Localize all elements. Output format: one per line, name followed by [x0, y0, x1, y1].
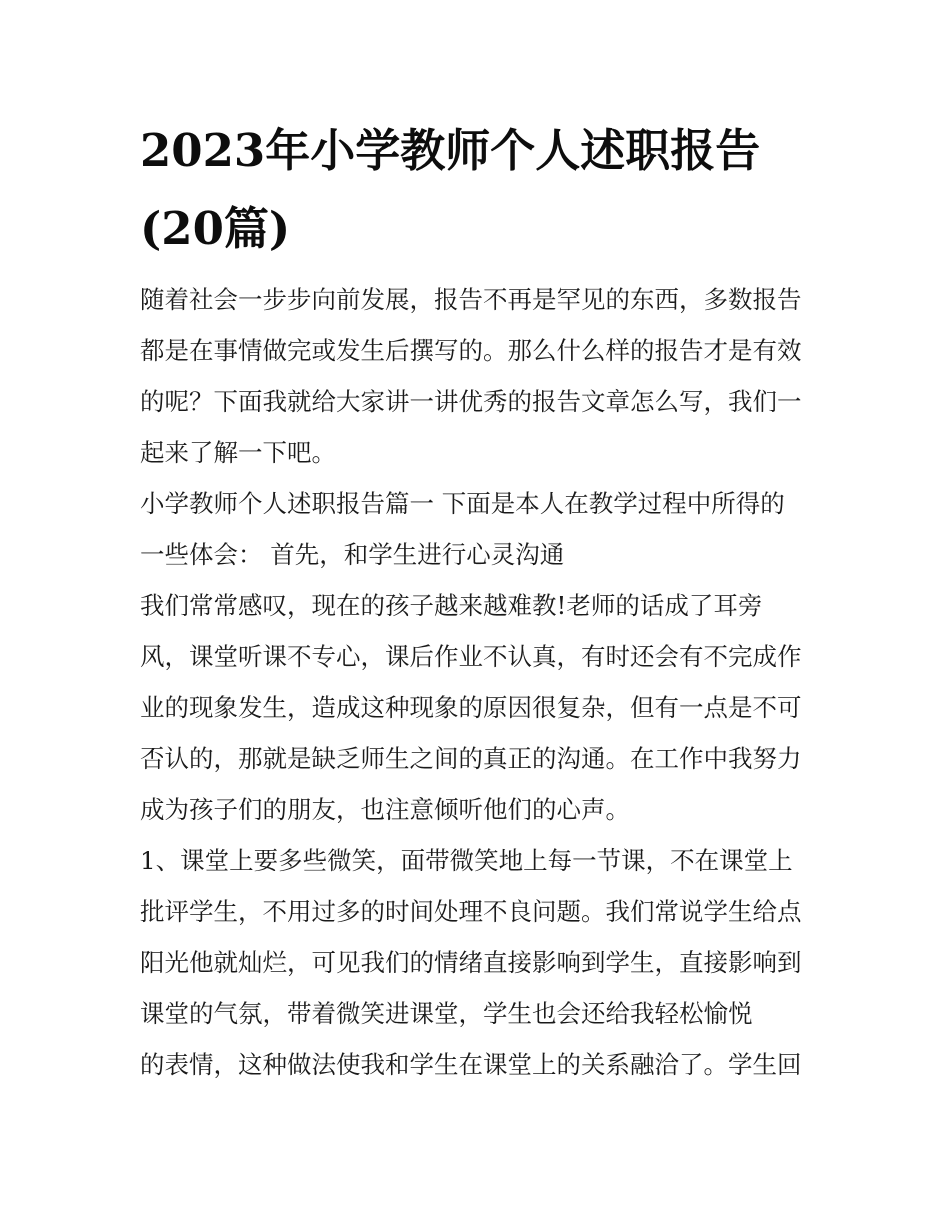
body-text-line: 的呢？下面我就给大家讲一讲优秀的报告文章怎么写，我们一 — [140, 387, 802, 416]
body-text-line: 否认的，那就是缺乏师生之间的真正的沟通。在工作中我努力 — [140, 744, 802, 773]
body-text-line: 阳光他就灿烂，可见我们的情绪直接影响到学生，直接影响到 — [140, 948, 802, 977]
title-line-1: 2023年小学教师个人述职报告 — [140, 124, 761, 177]
title-line-2: (20篇) — [140, 202, 291, 255]
body-text-line: 一些体会： 首先，和学生进行心灵沟通 — [140, 540, 565, 569]
body-text-line: 随着社会一步步向前发展，报告不再是罕见的东西，多数报告 — [140, 285, 802, 314]
body-text-line: 起来了解一下吧。 — [140, 438, 336, 467]
body-text-line: 1、课堂上要多些微笑，面带微笑地上每一节课，不在课堂上 — [140, 846, 793, 875]
body-text-line: 风，课堂听课不专心，课后作业不认真，有时还会有不完成作 — [140, 642, 802, 671]
body-text-line: 批评学生，不用过多的时间处理不良问题。我们常说学生给点 — [140, 897, 802, 926]
body-text-line: 成为孩子们的朋友，也注意倾听他们的心声。 — [140, 795, 630, 824]
body-text-line: 都是在事情做完或发生后撰写的。那么什么样的报告才是有效 — [140, 336, 802, 365]
body-text-line: 小学教师个人述职报告篇一 下面是本人在教学过程中所得的 — [140, 489, 785, 518]
document-title — [140, 112, 830, 268]
body-text-line: 业的现象发生，造成这种现象的原因很复杂，但有一点是不可 — [140, 693, 802, 722]
body-text-line: 我们常常感叹，现在的孩子越来越难教!老师的话成了耳旁 — [140, 591, 763, 620]
body-text-line: 的表情，这种做法使我和学生在课堂上的关系融洽了。学生回 — [140, 1050, 802, 1079]
body-text-line: 课堂的气氛，带着微笑进课堂，学生也会还给我轻松愉悦 — [140, 999, 753, 1028]
